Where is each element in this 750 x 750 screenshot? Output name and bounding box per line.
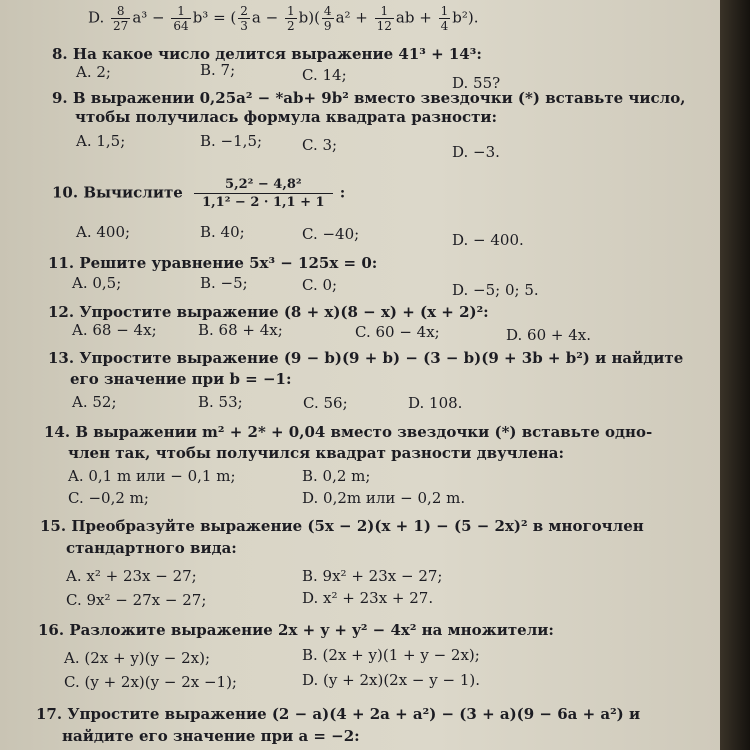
q16-option-b: B. (2x + y)(1 + y − 2x);: [302, 646, 480, 664]
q8-option-a: A. 2;: [76, 63, 111, 81]
question-17: 17. Упростите выражение (2 − a)(4 + 2a + a²) − (3 + a)(9 − 6a + a²) и: [36, 705, 641, 723]
q8-option-c: C. 14;: [302, 66, 347, 84]
question-11: 11. Решите уравнение 5x³ − 125x = 0:: [48, 254, 378, 272]
q15-option-d: D. x² + 23x + 27.: [302, 589, 434, 607]
question-10: 10. Вычислите $\frac{\text{5,2² − 4,8²}}{\text{1,1² − 2 · 1,1 + 1}}$ :: [52, 177, 346, 210]
q12-option-c: C. 60 − 4x;: [355, 323, 440, 341]
q13-option-c: C. 56;: [303, 394, 348, 412]
question-14: 14. В выражении m² + 2* + 0,04 вместо звездочки (*) вставьте одно-: [44, 423, 653, 441]
q10-option-a: A. 400;: [76, 223, 131, 241]
q9-option-d: D. −3.: [452, 143, 500, 161]
q11-option-c: C. 0;: [302, 276, 338, 294]
fraction: $\frac{8}{27}$: [113, 4, 129, 33]
q9-option-c: C. 3;: [302, 136, 338, 154]
q16-option-c: C. (y + 2x)(y − 2x −1);: [64, 673, 237, 691]
question-9-line-2: чтобы получилась формула квадрата разности:: [75, 108, 498, 126]
q15-option-b: B. 9x² + 23x − 27;: [302, 567, 443, 585]
q15-option-c: C. 9x² − 27x − 27;: [66, 591, 207, 609]
q13-option-d: D. 108.: [408, 394, 463, 412]
q12-option-b: B. 68 + 4x;: [198, 321, 283, 339]
q14-option-b: B. 0,2 m;: [302, 467, 371, 485]
question-14-line-2: член так, чтобы получился квадрат разности двучлена:: [68, 444, 565, 462]
q10-option-b: B. 40;: [200, 223, 245, 241]
q13-option-a: A. 52;: [72, 393, 117, 411]
question-12: 12. Упростите выражение (8 + x)(8 − x) + (x + 2)²:: [48, 303, 489, 321]
question-15-line-2: стандартного вида:: [66, 539, 237, 557]
fraction: $\frac{1}{2}$: [286, 4, 295, 33]
q12-option-d: D. 60 + 4x.: [506, 326, 591, 344]
fraction: $\frac{2}{3}$: [240, 4, 248, 33]
q9-option-a: A. 1,5;: [76, 132, 126, 150]
question-8: 8. На какое число делится выражение 41³ + 14³:: [52, 45, 482, 63]
q16-option-d: D. (y + 2x)(2x − y − 1).: [302, 671, 481, 689]
question-16: 16. Разложите выражение 2x + y + y² − 4x² на множители:: [38, 621, 554, 639]
q12-option-a: A. 68 − 4x;: [72, 321, 157, 339]
q8-option-b: B. 7;: [200, 61, 236, 79]
q15-option-a: A. x² + 23x − 27;: [66, 567, 197, 585]
fraction: $\frac{1}{4}$: [440, 4, 449, 33]
fraction: $\frac{1}{64}$: [173, 4, 189, 33]
question-9: 9. В выражении 0,25a² − *ab+ 9b² вместо звездочки (*) вставьте число,: [52, 89, 686, 107]
q14-option-d: D. 0,2m или − 0,2 m.: [302, 489, 466, 507]
question-15: 15. Преобразуйте выражение (5x − 2)(x + 1) − (5 − 2x)² в многочлен: [40, 517, 644, 535]
fraction: $\frac{4}{9}$: [323, 4, 332, 33]
fraction: $\frac{1}{12}$: [376, 4, 392, 33]
q11-option-b: B. −5;: [200, 274, 248, 292]
q7-option-d: D. $\frac{8}{27}$ a³ − $\frac{1}{64}$ b³ = ( $\frac{2}{3}$ a − $\frac{1}{2}$ b)( $\frac{4}{9}$ a² + $\frac{1}{12}$ ab + $\frac{1}{4}$ b²).: [88, 4, 479, 33]
q10-fraction: $\frac{\text{5,2² − 4,8²}}{\text{1,1² − 2 · 1,1 + 1}}$: [194, 176, 332, 211]
q13-option-b: B. 53;: [198, 393, 243, 411]
question-17-line-2: найдите его значение при a = −2:: [62, 727, 360, 745]
q14-option-a: A. 0,1 m или − 0,1 m;: [68, 467, 236, 485]
q10-option-c: C. −40;: [302, 225, 360, 243]
q8-option-d: D. 55?: [452, 74, 501, 92]
q16-option-a: A. (2x + y)(y − 2x);: [64, 649, 210, 667]
q9-option-b: B. −1,5;: [200, 132, 263, 150]
page-edge-shadow: [720, 0, 750, 750]
question-13-line-2: его значение при b = −1:: [70, 370, 292, 388]
q10-option-d: D. − 400.: [452, 231, 524, 249]
q11-option-a: A. 0,5;: [72, 274, 122, 292]
question-13: 13. Упростите выражение (9 − b)(9 + b) − (3 − b)(9 + 3b + b²) и найдите: [48, 349, 684, 367]
q11-option-d: D. −5; 0; 5.: [452, 281, 539, 299]
q14-option-c: C. −0,2 m;: [68, 489, 149, 507]
